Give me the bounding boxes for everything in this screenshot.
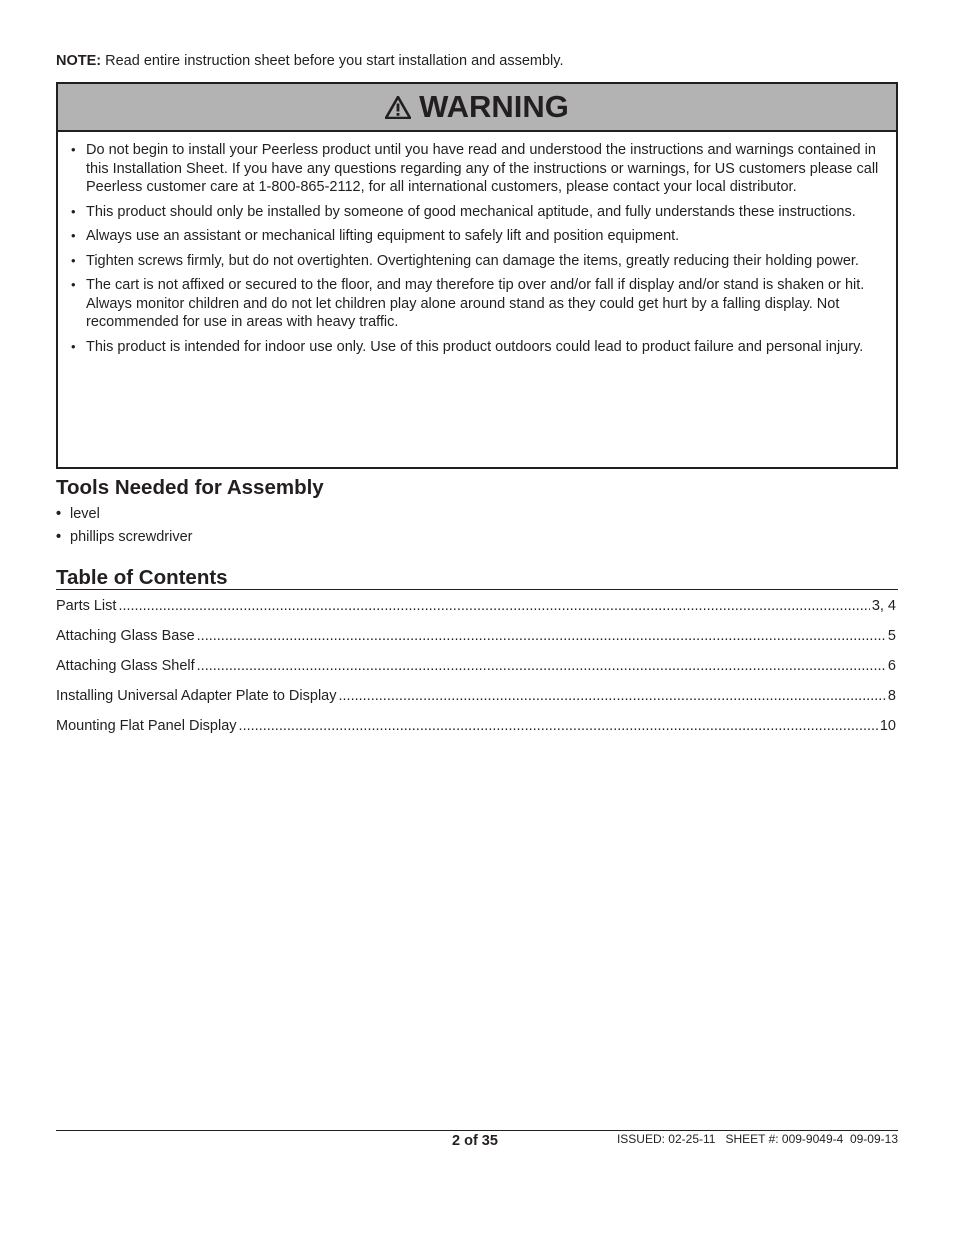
warning-item: • This product should only be installed by someone of good mechanical aptitude, and fully understands these instructions. bbox=[70, 203, 882, 222]
toc-item-attaching-glass-base[interactable] bbox=[56, 628, 896, 658]
tools-list bbox=[56, 503, 192, 549]
toc-leader-dots bbox=[197, 628, 886, 644]
tool-item: • phillips screwdriver bbox=[56, 526, 192, 549]
tools-heading: Tools Needed for Assembly bbox=[56, 476, 324, 499]
toc-heading: Table of Contents bbox=[56, 567, 898, 590]
toc-item-page: 10 bbox=[879, 718, 896, 734]
toc-item-page: 5 bbox=[887, 628, 896, 644]
warning-item: • Tighten screws firmly, but do not overtighten. Overtightening can damage the items, greatly reducing their holding power. bbox=[70, 252, 882, 271]
warning-header bbox=[58, 84, 896, 132]
note-line bbox=[56, 53, 563, 69]
toc-item-mounting-display[interactable] bbox=[56, 718, 896, 748]
toc-list bbox=[56, 598, 896, 748]
toc-leader-dots bbox=[118, 598, 869, 614]
warning-item: • Always use an assistant or mechanical lifting equipment to safely lift and position equipment. bbox=[70, 227, 882, 246]
toc-leader-dots bbox=[338, 688, 885, 704]
toc-item-label: Attaching Glass Base bbox=[56, 628, 195, 644]
toc-item-label: Mounting Flat Panel Display bbox=[56, 718, 237, 734]
warning-triangle-icon bbox=[385, 96, 411, 119]
toc-leader-dots bbox=[197, 658, 886, 674]
warning-title-text: WARNING bbox=[419, 89, 569, 124]
note-text: Read entire instruction sheet before you start installation and assembly. bbox=[101, 53, 564, 69]
warning-item: • Do not begin to install your Peerless product until you have read and understood the instructions and warnings contained in this Installation Sheet. If you have any questions regarding any of the instructions or warnings, for US customers please call Peerless customer care at 1-800-865-2112, for all international customers, please contact your local distributor. bbox=[70, 141, 882, 197]
toc-item-attaching-glass-shelf[interactable] bbox=[56, 658, 896, 688]
note-label: NOTE: bbox=[56, 53, 102, 69]
toc-item-label: Attaching Glass Shelf bbox=[56, 658, 195, 674]
toc-item-page: 8 bbox=[887, 688, 896, 704]
tool-item: • level bbox=[56, 503, 192, 526]
toc-item-label: Installing Universal Adapter Plate to Display bbox=[56, 688, 337, 704]
toc-item-page: 6 bbox=[887, 658, 896, 674]
footer-issued-info: ISSUED: 02-25-11 SHEET #: 009-9049-4 09-09-13 bbox=[616, 1132, 898, 1146]
toc-item-label: Parts List bbox=[56, 598, 117, 614]
warning-item: • This product is intended for indoor use only. Use of this product outdoors could lead to product failure and personal injury. bbox=[70, 338, 882, 357]
toc-leader-dots bbox=[239, 718, 878, 734]
warning-title bbox=[385, 89, 569, 125]
footer-divider bbox=[56, 1130, 898, 1131]
toc-item-page: 3, 4 bbox=[871, 598, 896, 614]
warning-list bbox=[58, 132, 896, 356]
toc-item-installing-adapter-plate[interactable] bbox=[56, 688, 896, 718]
footer-page-number: 2 of 35 bbox=[452, 1133, 498, 1149]
warning-box bbox=[56, 82, 898, 469]
warning-item: • The cart is not affixed or secured to the floor, and may therefore tip over and/or fall if display and/or stand is shaken or hit. Always monitor children and do not let children play alone around stand as they could get hurt by a falling display. Not recommended for use in areas with heavy traffic. bbox=[70, 276, 882, 332]
toc-item-parts-list[interactable] bbox=[56, 598, 896, 628]
